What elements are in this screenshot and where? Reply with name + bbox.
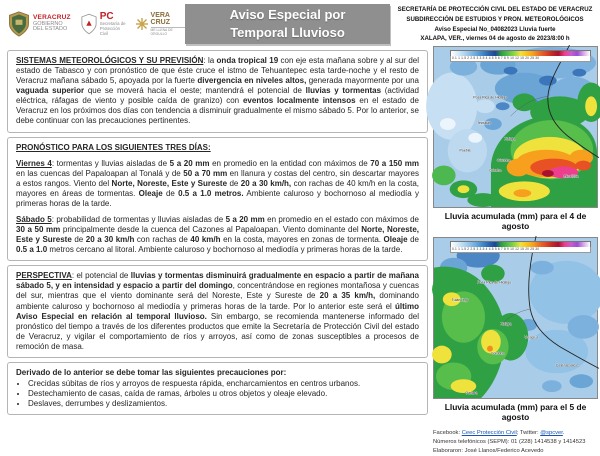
pronostico-sabado: Sábado 5: probabilidad de tormentas y lluvias aisladas de 5 a 20 mm en promedio en el estado con máximos de 30 a 50 mm principalmente desde la cuenca del Cazones al Papaloapan. Viento dominante del Norte, Noreste, Este y Sureste de 20 a 30 km/h con rachas de 40 km/h en la costa, mayores en zonas de tormenta. Oleaje de 0.5 a 1.0 metros cercano al litoral. Ambiente caluroso y bochornoso al mediodía y primeras horas de la tarde. [16, 215, 420, 255]
pronostico-heading: PRONÓSTICO PARA LOS SIGUIENTES TRES DÍAS: [16, 142, 211, 152]
issuer-block [392, 5, 598, 44]
state-logo-line1: VERACRUZ [33, 13, 71, 21]
state-logo-line2: GOBIERNO [33, 20, 63, 27]
pc-logo-sub2: Protección Civil [99, 25, 121, 36]
header [0, 0, 600, 46]
link[interactable]: @spcver [540, 430, 563, 436]
state-shield-icon [8, 11, 30, 37]
city-label: Oaxaca [465, 391, 478, 396]
city-label: Minatitlán [563, 174, 579, 179]
precaucion-item: • Destechamiento de casas, caída de ramas, árboles u otros objetos y oleaje elevado. [28, 389, 419, 399]
phone-line: Números telefónicos (SEPM): 01 (228) 1414538 y 1414523 [433, 438, 586, 445]
colorbar-ticks: 0.1 1 1.5 2 2.5 3 3.5 4 4.5 5 6 7 8 9 10 12 15 20 25 30 [450, 56, 591, 62]
precaucion-item: • Deslaves, derrumbes y deslizamientos. [28, 399, 419, 409]
map1-caption: Lluvia acumulada (mm) para el 4 de agosto [444, 211, 587, 231]
issuer-line2: SUBDIRECCIÓN DE ESTUDIOS Y PRON. METEOROLÓGICOS [406, 15, 584, 23]
vc-logo-word1: VERA [150, 11, 170, 19]
pc-shield-icon [81, 13, 97, 35]
pc-logo-sub1: Secretaría de [99, 21, 126, 27]
issuer-line1: SECRETARÍA DE PROTECCIÓN CIVIL DEL ESTADO DE VERACRUZ [397, 6, 593, 13]
map2-caption: Lluvia acumulada (mm) para el 5 de agosto [444, 402, 587, 422]
section-pronostico [7, 137, 428, 262]
precaucion-item: • Crecidas súbitas de ríos y arroyos de respuesta rápida, encharcamientos en centros urbanos. [28, 379, 419, 389]
social-line: Facebook: Ceec Protección Civil; Twitter: @spcver. [433, 430, 565, 436]
perspectiva-paragraph: PERSPECTIVA: el potencial de lluvias y tormentas disminuirá gradualmente en espacio a partir de mañana sábado 5, y en intensidad y espacio a partir del domingo, concentrándose en regiones montañosa y cuencas del sur, mientras que el viento dominante será del Noreste, Este y Sureste de 20 a 35 km/h, dominando ambiente caluroso y bochornoso al mediodía y primeras horas de la tarde. Por lo anterior este será el último Aviso Especial en relación al temporal lluvioso. Sin embargo, se recomienda mantenerse informado del pronóstico del tiempo a través de los diferentes productos que emite la Secretaría de Protección Civil del estado de Veracruz, y vigilar el comportamiento de ríos y arroyos, así como de zonas susceptibles a procesos de remoción de masa. [16, 271, 420, 351]
state-logo-line3: DEL ESTADO [33, 26, 68, 33]
issuer-line3: Aviso Especial No_04082023 Lluvia fuerte [434, 25, 556, 33]
rain-map-aug5-graphic [434, 238, 597, 398]
authors-line: Elaboraron: José Llanos/Federico Acevedo [433, 447, 544, 454]
rain-map-aug4-graphic [434, 47, 597, 207]
contact-footer [433, 429, 598, 456]
logo-strip [8, 4, 186, 44]
main-text-column [7, 50, 428, 419]
city-label: Puebla [459, 148, 471, 153]
title-line1: Aviso Especial por [229, 6, 346, 22]
city-label: Córdoba [496, 158, 511, 163]
vc-logo-tagline: ME LLENA DE ORGULLO [151, 27, 186, 36]
city-label: Poza Rica de Hidalgo [473, 95, 508, 100]
pronostico-viernes: Viernes 4: tormentas y lluvias aisladas de 5 a 20 mm en promedio en la entidad con máximos de 70 a 150 mm en las cuencas del Papaloapan al Tonalá y de 50 a 70 mm en llanura y costas del centro, sin descartar mayores a estos rangos. Viento del Norte, Noreste, Este y Sureste de 20 a 30 km/h, con rachas de 40 km/h en la costa, mayores en áreas de tormentas. Oleaje de 0.5 a 1.0 metros. Ambiente caluroso y bochornoso al mediodía y primeras horas de la tarde. [16, 158, 420, 208]
sistemas-paragraph: SISTEMAS METEOROLÓGICOS Y SU PREVISIÓN: la onda tropical 19 con eje esta mañana sobre y al sur del estado de Tabasco y con pronóstico de que éste cruce el istmo de Tehuantepec esta tarde-noche y el resto de Veracruz mañana sábado 5, apoyada por la fuerte divergencia en niveles altos, generada mayormente por una vaguada superior que se moverá hacia el oeste; mantendrá el potencial de lluvias y tormentas (actividad eléctrica, ráfagas de viento y posible caída de granizo) con eventos localmente intensos en el estado de Veracruz en los próximos dos días con tendencia a disminuir gradualmente el mismo sábado 5. Por lo anterior, se debe continuar con las precauciones pertinentes. [16, 56, 419, 126]
pc-logo-abbr: PC [99, 10, 114, 22]
title-banner [185, 4, 390, 44]
issuer-line4: XALAPA, VER., viernes 04 de agosto de 2023/8:00 h [420, 35, 570, 43]
maps-column [433, 46, 598, 456]
city-label: Coatzacoalcos [555, 363, 579, 368]
city-label: Xalapa [504, 136, 516, 141]
proteccion-civil-logo [81, 12, 126, 37]
city-label: Córdoba [490, 351, 505, 356]
rain-map-aug4 [433, 46, 598, 208]
sun-star-icon [136, 18, 148, 30]
vc-logo-word2: CRUZ [150, 18, 170, 26]
veracruz-brand-logo [136, 12, 186, 36]
veracruz-state-logo [8, 11, 71, 37]
precauciones-heading: Derivado de lo anterior se debe tomar las siguientes precauciones por: [16, 367, 287, 377]
precauciones-list [19, 379, 419, 409]
city-label: Veracruz [524, 335, 539, 340]
city-label: Tulancingo [451, 298, 469, 303]
city-label: Xalapa [500, 321, 512, 326]
title-line2: Temporal Lluvioso [230, 25, 345, 40]
city-label: Orizaba [488, 168, 502, 173]
section-precauciones [7, 362, 428, 415]
section-perspectiva [7, 265, 428, 358]
link[interactable]: Ceec Protección Civil [461, 430, 517, 436]
colorbar-ticks: 0.1 1 1.5 2 2.5 3 3.5 4 4.5 5 6 7 8 9 10 12 15 20 25 30 [450, 247, 591, 253]
city-label: Poza Rica de Hidalgo [477, 280, 512, 285]
rain-map-aug5 [433, 237, 598, 399]
section-sistemas [7, 50, 428, 133]
city-label: Teziutlán [477, 121, 492, 126]
